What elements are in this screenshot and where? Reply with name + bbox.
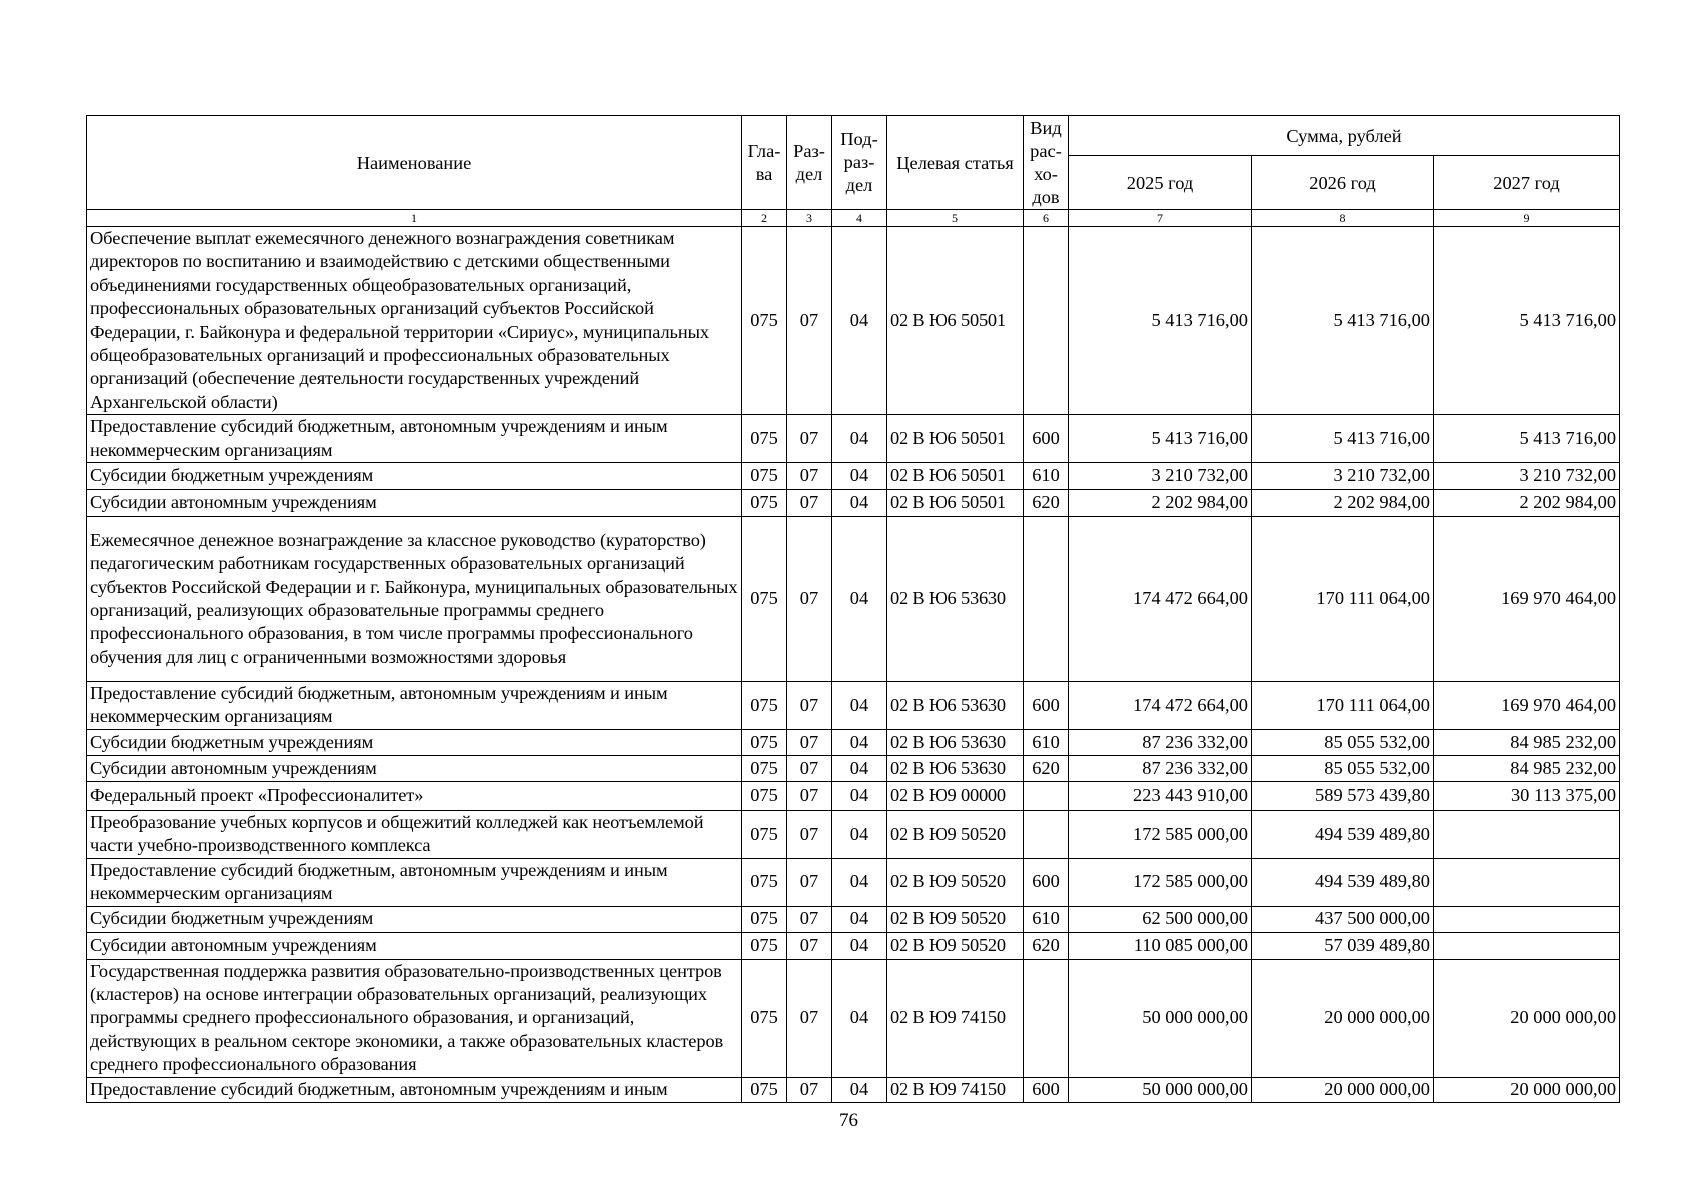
row-section: 07 (787, 932, 832, 959)
row-chapter: 075 (742, 810, 787, 858)
header-year-2025: 2025 год (1069, 156, 1252, 210)
row-sum-2026: 5 413 716,00 (1252, 415, 1434, 463)
row-sum-2027: 20 000 000,00 (1434, 959, 1620, 1077)
table-body (87, 227, 1620, 1103)
row-target-article: 02 В Ю6 53630 (887, 755, 1024, 781)
row-name: Субсидии автономным учреждениям (87, 755, 742, 781)
row-expense-type: 610 (1024, 906, 1069, 932)
header-chapter (742, 116, 787, 210)
row-sum-2025: 3 210 732,00 (1069, 463, 1252, 490)
row-section: 07 (787, 959, 832, 1077)
row-target-article: 02 В Ю6 50501 (887, 415, 1024, 463)
row-sum-2025: 174 472 664,00 (1069, 517, 1252, 682)
row-chapter: 075 (742, 959, 787, 1077)
row-expense-type: 600 (1024, 682, 1069, 730)
column-number: 6 (1024, 210, 1069, 227)
row-chapter: 075 (742, 517, 787, 682)
row-expense-type: 600 (1024, 858, 1069, 906)
row-expense-type (1024, 227, 1069, 415)
table-row (87, 682, 1620, 730)
table-row (87, 227, 1620, 415)
column-number: 1 (87, 210, 742, 227)
column-number: 7 (1069, 210, 1252, 227)
row-expense-type: 610 (1024, 463, 1069, 490)
row-subsection: 04 (832, 755, 887, 781)
row-sum-2026: 589 573 439,80 (1252, 781, 1434, 810)
row-subsection: 04 (832, 415, 887, 463)
row-subsection: 04 (832, 959, 887, 1077)
row-sum-2027: 84 985 232,00 (1434, 729, 1620, 755)
row-section: 07 (787, 517, 832, 682)
row-sum-2026: 2 202 984,00 (1252, 490, 1434, 517)
row-subsection: 04 (832, 906, 887, 932)
row-name: Федеральный проект «Профессионалитет» (87, 781, 742, 810)
column-number: 9 (1434, 210, 1620, 227)
row-name: Предоставление субсидий бюджетным, автономным учреждениям и иным некоммерческим организациям (87, 858, 742, 906)
row-chapter: 075 (742, 755, 787, 781)
row-target-article: 02 В Ю9 74150 (887, 959, 1024, 1077)
row-section: 07 (787, 755, 832, 781)
budget-table (86, 115, 1620, 1103)
row-subsection: 04 (832, 729, 887, 755)
row-name: Государственная поддержка развития образовательно-производственных центров (кластеров) на основе интеграции образовательных организаций, реализующих программы среднего профессионального образования, и организаций, действующих в реальном секторе экономики, а также образовательных кластеров среднего профессионального образования (87, 959, 742, 1077)
row-target-article: 02 В Ю6 50501 (887, 490, 1024, 517)
row-target-article: 02 В Ю6 50501 (887, 463, 1024, 490)
row-target-article: 02 В Ю9 50520 (887, 906, 1024, 932)
table-row (87, 932, 1620, 959)
row-name: Предоставление субсидий бюджетным, автономным учреждениям и иным некоммерческим организациям (87, 682, 742, 730)
row-expense-type: 600 (1024, 415, 1069, 463)
row-sum-2027: 84 985 232,00 (1434, 755, 1620, 781)
row-name: Обеспечение выплат ежемесячного денежного вознаграждения советникам директоров по воспитанию и взаимодействию с детскими общественными объединениями государственных общеобразовательных организаций, профессиональных образовательных организаций субъектов Российской Федерации, г. Байконура и федеральной территории «Сириус», муниципальных общеобразовательных организаций и профессиональных образовательных организаций (обеспечение деятельности государственных учреждений Архангельской области) (87, 227, 742, 415)
table-header (87, 116, 1620, 227)
row-section: 07 (787, 858, 832, 906)
row-sum-2025: 5 413 716,00 (1069, 415, 1252, 463)
row-sum-2026: 494 539 489,80 (1252, 810, 1434, 858)
row-sum-2025: 172 585 000,00 (1069, 810, 1252, 858)
column-number: 8 (1252, 210, 1434, 227)
row-sum-2026: 85 055 532,00 (1252, 755, 1434, 781)
row-chapter: 075 (742, 932, 787, 959)
row-sum-2025: 50 000 000,00 (1069, 1077, 1252, 1102)
row-target-article: 02 В Ю9 50520 (887, 810, 1024, 858)
row-subsection: 04 (832, 858, 887, 906)
row-sum-2027: 169 970 464,00 (1434, 682, 1620, 730)
row-section: 07 (787, 415, 832, 463)
row-target-article: 02 В Ю6 53630 (887, 517, 1024, 682)
row-sum-2026: 170 111 064,00 (1252, 517, 1434, 682)
row-sum-2025: 87 236 332,00 (1069, 729, 1252, 755)
row-sum-2026: 20 000 000,00 (1252, 1077, 1434, 1102)
row-subsection: 04 (832, 490, 887, 517)
row-sum-2026: 5 413 716,00 (1252, 227, 1434, 415)
table-row (87, 906, 1620, 932)
row-sum-2025: 50 000 000,00 (1069, 959, 1252, 1077)
row-sum-2026: 20 000 000,00 (1252, 959, 1434, 1077)
row-name: Преобразование учебных корпусов и общежитий колледжей как неотъемлемой части учебно-производственного комплекса (87, 810, 742, 858)
row-target-article: 02 В Ю9 00000 (887, 781, 1024, 810)
row-subsection: 04 (832, 227, 887, 415)
table-row (87, 415, 1620, 463)
table-row (87, 858, 1620, 906)
header-expense-type (1024, 116, 1069, 210)
row-sum-2027: 5 413 716,00 (1434, 227, 1620, 415)
row-expense-type: 620 (1024, 755, 1069, 781)
row-target-article: 02 В Ю9 50520 (887, 932, 1024, 959)
row-subsection: 04 (832, 463, 887, 490)
row-sum-2027: 20 000 000,00 (1434, 1077, 1620, 1102)
row-expense-type (1024, 781, 1069, 810)
row-name: Предоставление субсидий бюджетным, автономным учреждениям и иным (87, 1077, 742, 1102)
row-sum-2026: 57 039 489,80 (1252, 932, 1434, 959)
row-sum-2027: 169 970 464,00 (1434, 517, 1620, 682)
row-sum-2026: 170 111 064,00 (1252, 682, 1434, 730)
row-sum-2027: 5 413 716,00 (1434, 415, 1620, 463)
row-name: Субсидии автономным учреждениям (87, 932, 742, 959)
page-number: 76 (839, 1110, 858, 1131)
row-sum-2027: 3 210 732,00 (1434, 463, 1620, 490)
column-number-row (87, 210, 1620, 227)
header-year-2026: 2026 год (1252, 156, 1434, 210)
header-target-article: Целевая статья (887, 116, 1024, 210)
row-sum-2026: 494 539 489,80 (1252, 858, 1434, 906)
column-number: 5 (887, 210, 1024, 227)
header-expense-type-label: Вид рас-хо-дов (1030, 117, 1062, 207)
row-sum-2027 (1434, 906, 1620, 932)
row-chapter: 075 (742, 463, 787, 490)
row-sum-2025: 174 472 664,00 (1069, 682, 1252, 730)
row-section: 07 (787, 781, 832, 810)
row-expense-type (1024, 810, 1069, 858)
table-row (87, 755, 1620, 781)
row-section: 07 (787, 1077, 832, 1102)
row-name: Субсидии бюджетным учреждениям (87, 463, 742, 490)
table-row (87, 781, 1620, 810)
row-name: Субсидии бюджетным учреждениям (87, 729, 742, 755)
row-name: Субсидии бюджетным учреждениям (87, 906, 742, 932)
row-subsection: 04 (832, 932, 887, 959)
row-sum-2025: 223 443 910,00 (1069, 781, 1252, 810)
row-name: Субсидии автономным учреждениям (87, 490, 742, 517)
row-expense-type (1024, 517, 1069, 682)
row-chapter: 075 (742, 858, 787, 906)
table-row (87, 517, 1620, 682)
row-sum-2025: 110 085 000,00 (1069, 932, 1252, 959)
row-chapter: 075 (742, 906, 787, 932)
header-subsection (832, 116, 887, 210)
row-target-article: 02 В Ю6 50501 (887, 227, 1024, 415)
row-section: 07 (787, 227, 832, 415)
row-expense-type (1024, 959, 1069, 1077)
row-section: 07 (787, 729, 832, 755)
column-number: 4 (832, 210, 887, 227)
row-target-article: 02 В Ю6 53630 (887, 682, 1024, 730)
row-target-article: 02 В Ю6 53630 (887, 729, 1024, 755)
row-sum-2025: 62 500 000,00 (1069, 906, 1252, 932)
table-row (87, 810, 1620, 858)
row-chapter: 075 (742, 682, 787, 730)
row-sum-2025: 172 585 000,00 (1069, 858, 1252, 906)
row-subsection: 04 (832, 1077, 887, 1102)
table-row (87, 1077, 1620, 1102)
table-row (87, 729, 1620, 755)
row-chapter: 075 (742, 490, 787, 517)
row-expense-type: 600 (1024, 1077, 1069, 1102)
row-section: 07 (787, 906, 832, 932)
row-sum-2026: 85 055 532,00 (1252, 729, 1434, 755)
row-sum-2025: 5 413 716,00 (1069, 227, 1252, 415)
row-sum-2026: 3 210 732,00 (1252, 463, 1434, 490)
row-sum-2026: 437 500 000,00 (1252, 906, 1434, 932)
row-chapter: 075 (742, 227, 787, 415)
row-expense-type: 610 (1024, 729, 1069, 755)
row-target-article: 02 В Ю9 74150 (887, 1077, 1024, 1102)
row-sum-2027: 30 113 375,00 (1434, 781, 1620, 810)
row-expense-type: 620 (1024, 932, 1069, 959)
column-number: 2 (742, 210, 787, 227)
row-expense-type: 620 (1024, 490, 1069, 517)
row-section: 07 (787, 810, 832, 858)
row-subsection: 04 (832, 517, 887, 682)
row-subsection: 04 (832, 781, 887, 810)
table-row (87, 463, 1620, 490)
row-section: 07 (787, 490, 832, 517)
header-sum: Сумма, рублей (1069, 116, 1620, 156)
row-subsection: 04 (832, 810, 887, 858)
header-chapter-label: Гла-ва (747, 140, 781, 184)
row-chapter: 075 (742, 781, 787, 810)
row-sum-2027 (1434, 932, 1620, 959)
row-section: 07 (787, 682, 832, 730)
row-target-article: 02 В Ю9 50520 (887, 858, 1024, 906)
row-chapter: 075 (742, 729, 787, 755)
row-chapter: 075 (742, 415, 787, 463)
table-row (87, 959, 1620, 1077)
row-sum-2025: 2 202 984,00 (1069, 490, 1252, 517)
header-section-label: Раз-дел (793, 140, 825, 184)
row-sum-2027 (1434, 810, 1620, 858)
row-name: Предоставление субсидий бюджетным, автономным учреждениям и иным некоммерческим организациям (87, 415, 742, 463)
column-number: 3 (787, 210, 832, 227)
row-section: 07 (787, 463, 832, 490)
row-sum-2027 (1434, 858, 1620, 906)
row-sum-2027: 2 202 984,00 (1434, 490, 1620, 517)
header-year-2027: 2027 год (1434, 156, 1620, 210)
header-subsection-label: Под-раз-дел (840, 129, 878, 195)
row-subsection: 04 (832, 682, 887, 730)
row-name: Ежемесячное денежное вознаграждение за классное руководство (кураторство) педагогическим работникам государственных образовательных организаций субъектов Российской Федерации и г. Байконура, муниципальных образовательных организаций, реализующих образовательные программы среднего профессионального образования, в том числе программы профессионального обучения для лиц с ограниченными возможностями здоровья (87, 517, 742, 682)
row-chapter: 075 (742, 1077, 787, 1102)
header-section (787, 116, 832, 210)
header-name: Наименование (87, 116, 742, 210)
row-sum-2025: 87 236 332,00 (1069, 755, 1252, 781)
table-row (87, 490, 1620, 517)
